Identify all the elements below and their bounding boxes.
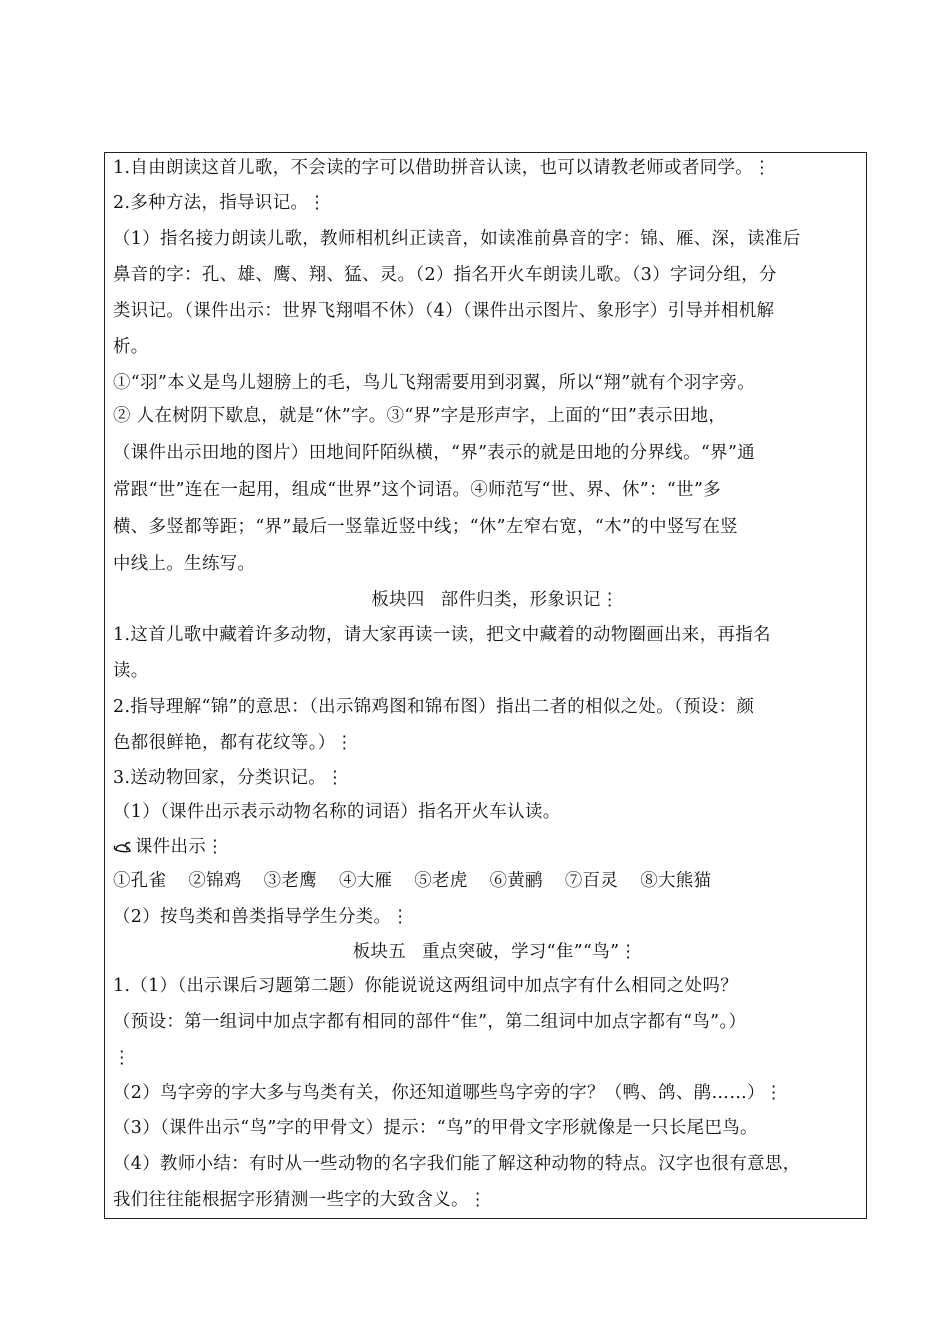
animal-item: ⑦百灵 [564, 871, 619, 891]
text-line: ② 人在树阴下歇息，就是“休”字。③“界”字是形声字，上面的“田”表示田地， [113, 406, 727, 426]
heading-title: 板块四 [371, 590, 425, 610]
text-line: 常跟“世”连在一起用，组成“世界”这个词语。④师范写“世、界、休”：“世”多 [113, 480, 722, 500]
text-line: 横、多竖都等距；“界”最后一竖靠近竖中线；“休”左窄右宽，“木”的中竖写在竖 [113, 517, 739, 537]
text-line: 1.自由朗读这首儿歌，不会读的字可以借助拼音认读，也可以请教老师或者同学。⋮ [113, 158, 771, 178]
text-line: （课件出示田地的图片）田地间阡陌纵横，“界”表示的就是田地的分界线。“界”通 [113, 443, 756, 463]
animal-item: ⑤老虎 [414, 871, 468, 891]
text-line: 中线上。生练写。 [113, 554, 256, 574]
text-line: 1.（1）（出示课后习题第二题）你能说说这两组词中加点字有什么相同之处吗？ [113, 976, 739, 996]
text-line: 鼻音的字：孔、雄、鹰、翔、猛、灵。（2）指名开火车朗读儿歌。（3）字词分组，分 [113, 265, 777, 285]
text-line: （1）（课件出示表示动物名称的词语）指名开火车认读。 [113, 802, 561, 822]
heading-title: 板块五 [352, 942, 407, 962]
text-line: 析。 [113, 337, 149, 357]
text-line: （3）（课件出示“鸟”字的甲骨文）提示：“鸟”的甲骨文字形就像是一只长尾巴鸟。 [113, 1118, 758, 1138]
heading-text: 部件归类，形象识记⋮ [440, 590, 619, 610]
animal-item: ⑧大熊猫 [640, 871, 712, 891]
text-line: 类识记。（课件出示：世界飞翔唱不休）（4）（课件出示图片、象形字）引导并相机解 [113, 301, 775, 321]
text-line: 1.这首儿歌中藏着许多动物，请大家再读一读，把文中藏着的动物圈画出来，再指名 [113, 625, 771, 645]
text-line: 2.多种方法，指导识记。⋮ [113, 193, 327, 213]
animal-item: ①孔雀 [113, 871, 167, 891]
courseware-label: 课件出示⋮ [135, 837, 224, 857]
animal-item: ②锦鸡 [188, 871, 242, 891]
text-line: 我们往往能根据字形猜测一些字的大致含义。⋮ [113, 1190, 487, 1210]
text-line: ⋮ [113, 1048, 131, 1068]
text-line: （4）教师小结：有时从一些动物的名字我们能了解这种动物的特点。汉字也很有意思， [113, 1154, 801, 1174]
animal-list [113, 871, 711, 891]
mouse-icon [113, 839, 135, 860]
text-line: ①“羽”本义是鸟儿翅膀上的毛，鸟儿飞翔需要用到羽翼，所以“翔”就有个羽字旁。 [113, 373, 756, 393]
animal-item: ④大雁 [338, 871, 393, 891]
courseware-line [113, 837, 224, 860]
section-heading-block5 [0, 942, 950, 962]
text-line: （1）指名接力朗读儿歌，教师相机纠正读音，如读准前鼻音的字：锦、雁、深，读准后 [113, 229, 801, 249]
text-line: （预设：第一组词中加点字都有相同的部件“隹”，第二组词中加点字都有“鸟”。） [113, 1012, 747, 1032]
animal-item: ⑥黄鹂 [489, 871, 543, 891]
text-line: （2）按鸟类和兽类指导学生分类。⋮ [113, 907, 410, 927]
text-line: 3.送动物回家，分类识记。⋮ [113, 768, 344, 788]
section-heading-block4 [0, 590, 950, 610]
text-line: （2）鸟字旁的字大多与鸟类有关，你还知道哪些鸟字旁的字？（鸭、鸽、鹃……）⋮ [113, 1083, 783, 1103]
animal-item: ③老鹰 [263, 871, 317, 891]
text-line: 色都很鲜艳，都有花纹等。）⋮ [113, 733, 354, 753]
text-line: 2.指导理解“锦”的意思：（出示锦鸡图和锦布图）指出二者的相似之处。（预设：颜 [113, 697, 755, 717]
heading-text: 重点突破，学习“隹”“鸟”⋮ [422, 942, 638, 962]
text-line: 读。 [113, 661, 149, 681]
